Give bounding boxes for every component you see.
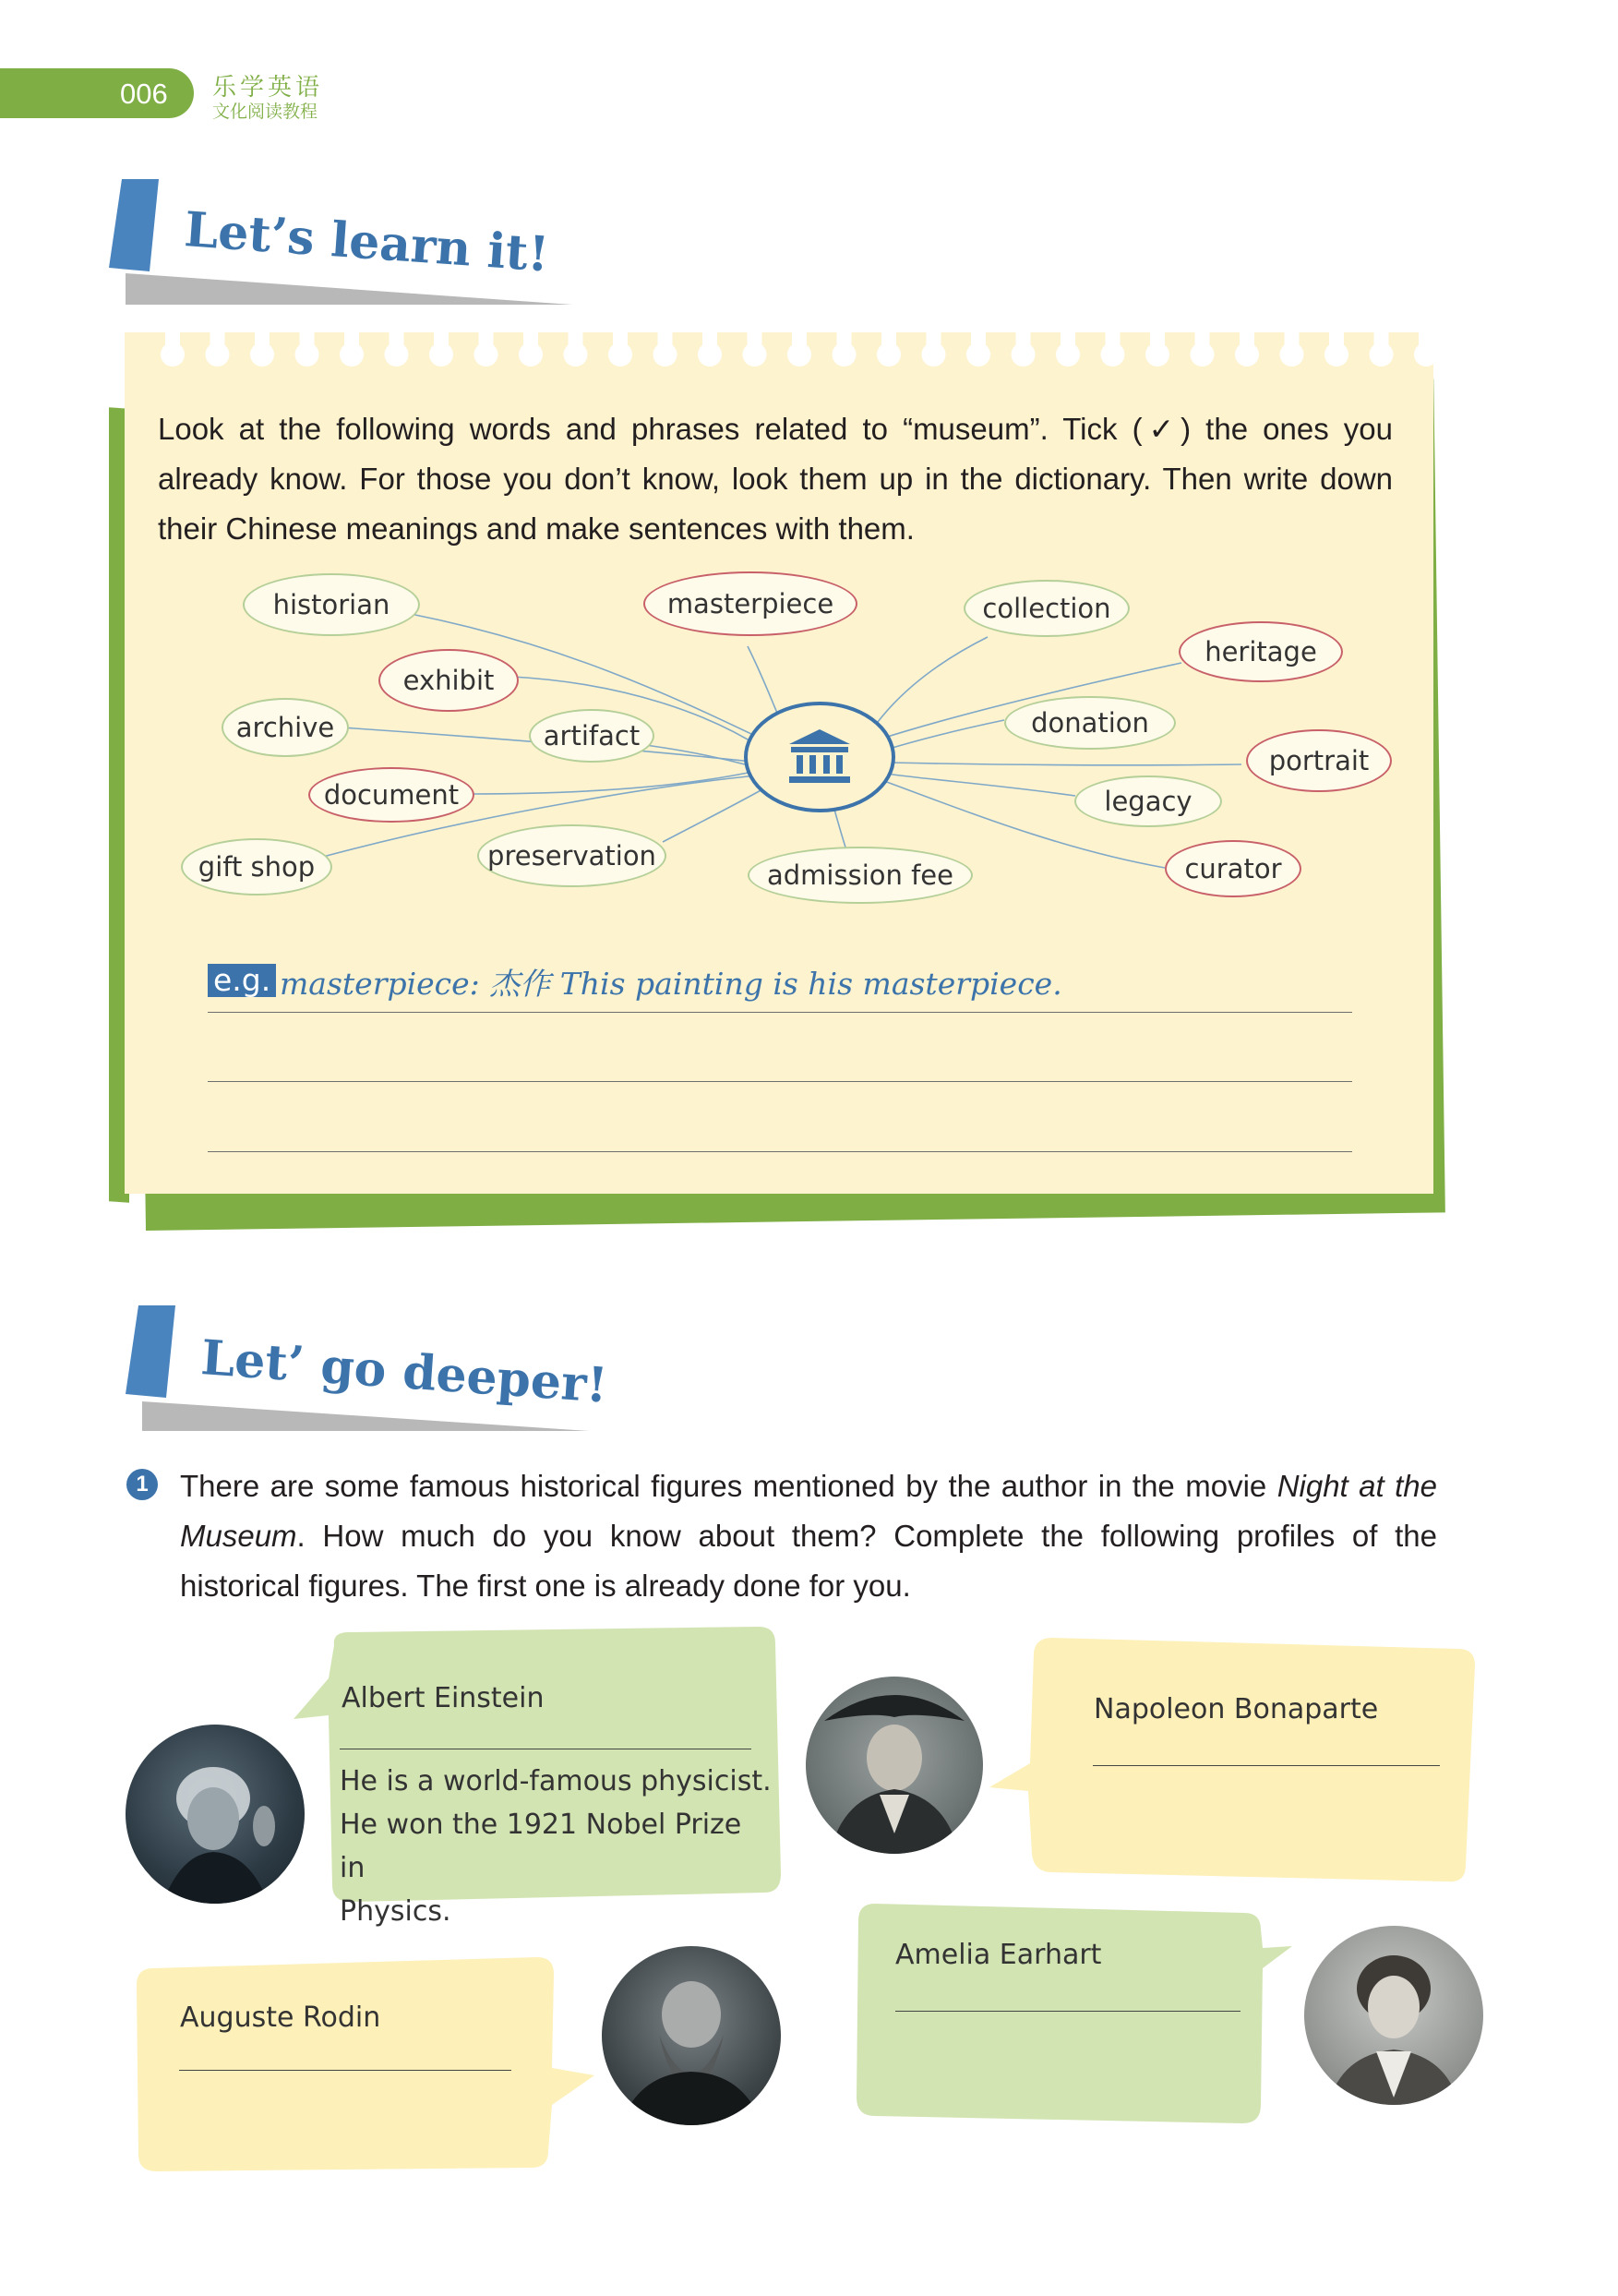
profile-name: Albert Einstein xyxy=(342,1682,545,1714)
binding-hole xyxy=(1370,332,1394,367)
profile-name: Amelia Earhart xyxy=(895,1939,1102,1971)
book-subtitle: 文化阅读教程 xyxy=(212,102,318,122)
page-number: 006 xyxy=(120,78,168,110)
word-bubble-archive[interactable]: archive xyxy=(222,698,349,757)
binding-hole xyxy=(564,332,588,367)
example-tag: e.g. xyxy=(208,964,276,997)
writing-line[interactable] xyxy=(208,1151,1352,1152)
word-bubble-curator[interactable]: curator xyxy=(1165,840,1301,897)
task-intro: There are some famous historical figures mentioned by the author in the movie Night at the Museum. How much do you know about them? Complete the following profiles of the historical figures. The first one is already done for you. xyxy=(180,1469,1437,1603)
binding-hole xyxy=(833,332,857,367)
profile-name: Napoleon Bonaparte xyxy=(1094,1693,1379,1725)
binding-hole xyxy=(966,332,990,367)
word-bubble-document[interactable]: document xyxy=(308,767,474,823)
profile-name-line[interactable] xyxy=(895,2011,1240,2012)
binding-hole xyxy=(698,332,722,367)
notepad-binding-holes xyxy=(125,332,1433,369)
word-bubble-collection[interactable]: collection xyxy=(964,580,1130,637)
word-bubble-legacy[interactable]: legacy xyxy=(1074,775,1222,827)
binding-hole xyxy=(340,332,364,367)
example-sentence: masterpiece: 杰作 This painting is his masterpiece. xyxy=(280,966,1062,1002)
portrait-albert-einstein xyxy=(126,1725,305,1904)
word-bubble-heritage[interactable]: heritage xyxy=(1179,621,1343,682)
binding-hole xyxy=(385,332,409,367)
profile-name: Auguste Rodin xyxy=(180,2001,381,2034)
binding-hole xyxy=(1324,332,1348,367)
binding-hole xyxy=(474,332,498,367)
binding-hole xyxy=(1012,332,1036,367)
binding-hole xyxy=(429,332,453,367)
binding-hole xyxy=(1280,332,1304,367)
profile-description: He is a world-famous physicist. He won the 1921 Nobel Prize in Physics. xyxy=(340,1765,772,1928)
movie-title: Night at the Museum xyxy=(180,1469,1437,1553)
section-title: Let’s learn it! xyxy=(182,201,551,283)
book-title: 乐学英语 xyxy=(212,74,324,102)
word-bubble-donation[interactable]: donation xyxy=(1004,696,1176,750)
word-bubble-preservation[interactable]: preservation xyxy=(477,824,666,887)
writing-line[interactable] xyxy=(208,1012,1352,1013)
binding-hole xyxy=(608,332,632,367)
binding-hole xyxy=(1145,332,1169,367)
profile-name-line[interactable] xyxy=(1093,1765,1440,1766)
person-silhouette-icon xyxy=(806,1677,983,1854)
task-number-badge: 1 xyxy=(126,1469,158,1500)
word-bubble-gift-shop[interactable]: gift shop xyxy=(181,838,332,896)
word-bubble-historian[interactable]: historian xyxy=(243,573,420,636)
section-title: Let’ go deeper! xyxy=(198,1329,610,1414)
profile-name-line[interactable] xyxy=(179,2070,511,2071)
binding-hole xyxy=(519,332,543,367)
binding-hole xyxy=(1056,332,1080,367)
portrait-amelia-earhart xyxy=(1304,1926,1483,2105)
writing-line[interactable] xyxy=(208,1081,1352,1082)
binding-hole xyxy=(922,332,946,367)
binding-hole xyxy=(295,332,319,367)
person-silhouette-icon xyxy=(126,1725,305,1904)
task-instructions: Look at the following words and phrases related to “museum”. Tick (✓) the ones you already know. For those you don’t know, look them up in the dictionary. Then write down their Chinese meanings and make sentences with them. xyxy=(158,412,1393,546)
binding-hole xyxy=(877,332,901,367)
binding-hole xyxy=(1414,332,1433,367)
binding-hole xyxy=(206,332,230,367)
word-bubble-portrait[interactable]: portrait xyxy=(1246,729,1392,792)
person-silhouette-icon xyxy=(602,1946,781,2125)
person-silhouette-icon xyxy=(1304,1926,1483,2105)
binding-hole xyxy=(1101,332,1125,367)
museum-building-icon xyxy=(787,727,852,785)
word-bubble-artifact[interactable]: artifact xyxy=(529,709,654,763)
binding-hole xyxy=(250,332,274,367)
portrait-napoleon-bonaparte xyxy=(806,1677,983,1854)
portrait-auguste-rodin xyxy=(602,1946,781,2125)
binding-hole xyxy=(743,332,767,367)
binding-hole xyxy=(1191,332,1215,367)
word-bubble-admission-fee[interactable]: admission fee xyxy=(748,847,973,904)
word-bubble-exhibit[interactable]: exhibit xyxy=(378,649,519,712)
binding-hole xyxy=(161,332,185,367)
binding-hole xyxy=(1235,332,1259,367)
binding-hole xyxy=(787,332,811,367)
word-bubble-masterpiece[interactable]: masterpiece xyxy=(643,571,857,636)
binding-hole xyxy=(653,332,677,367)
